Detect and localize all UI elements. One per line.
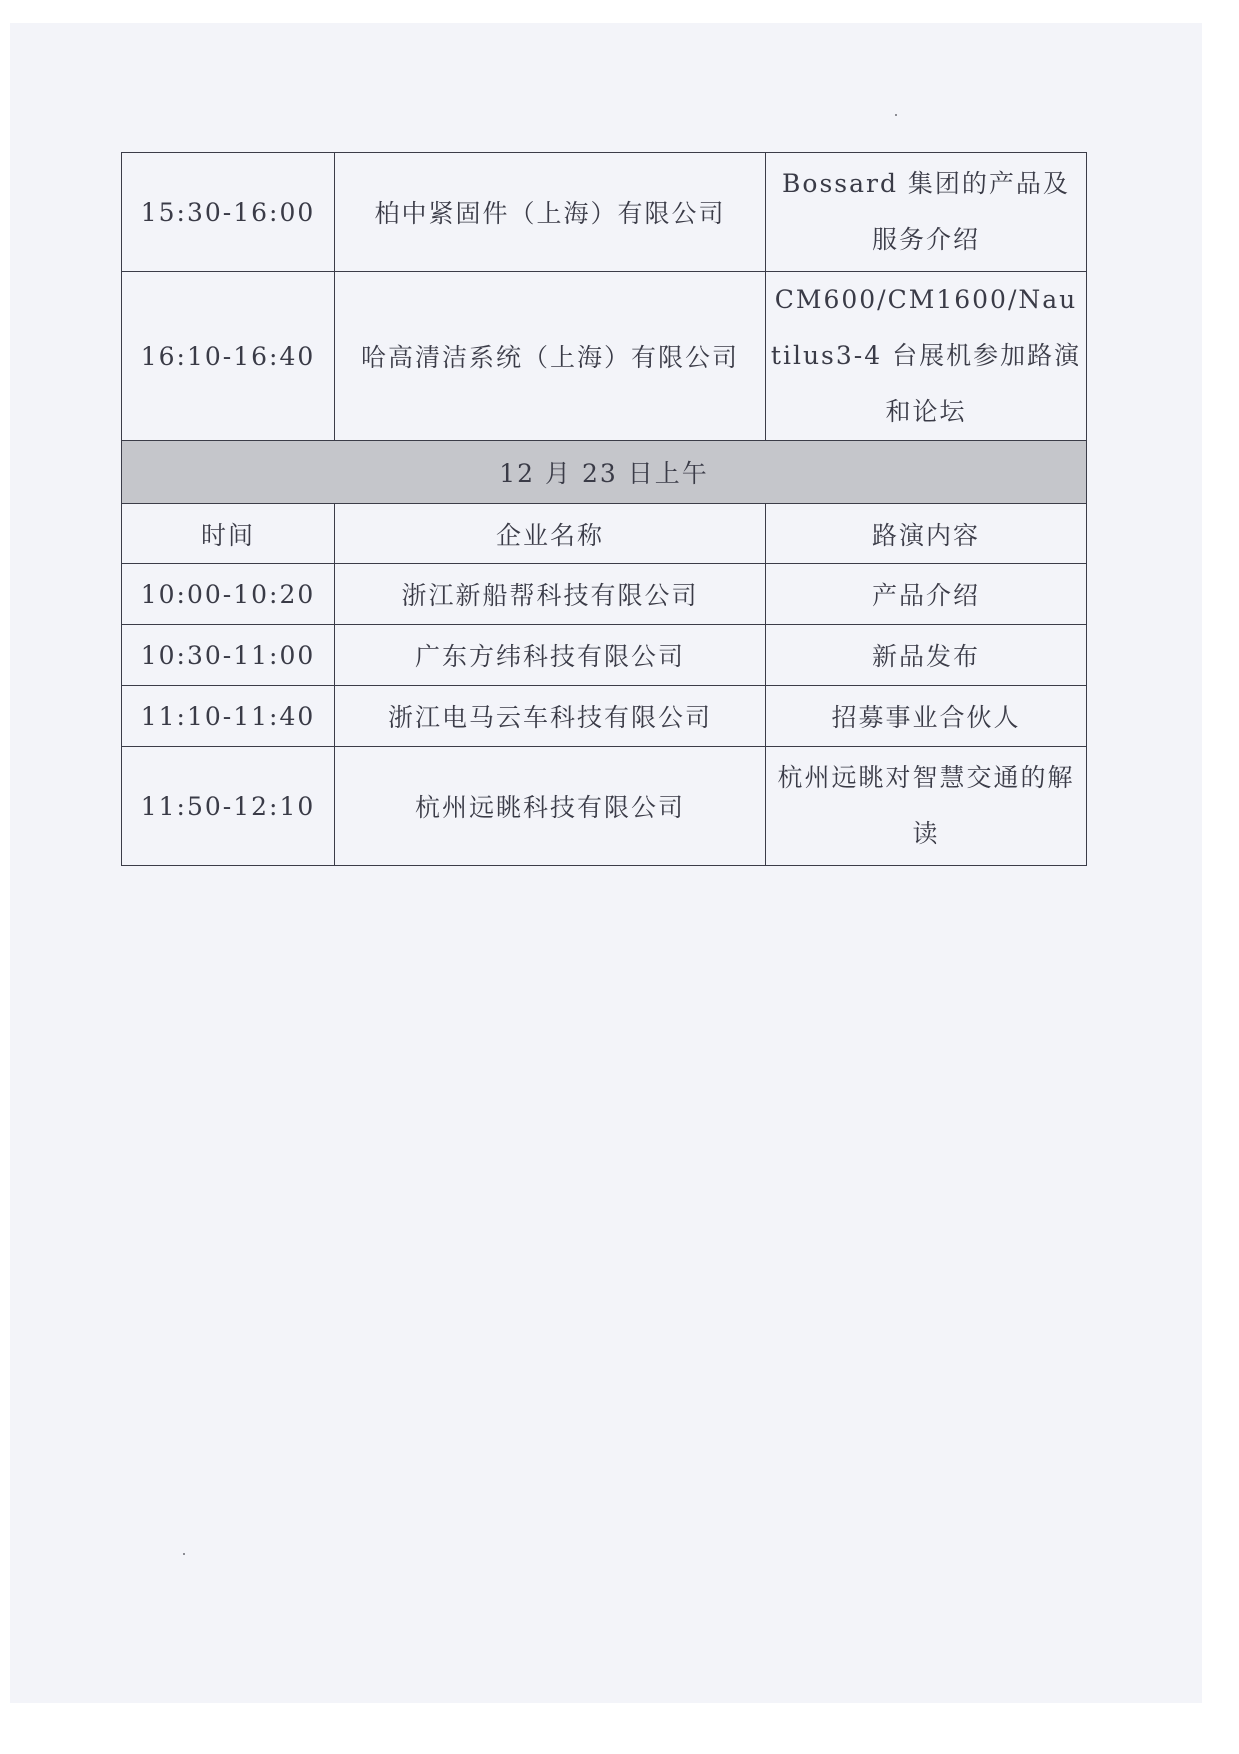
company-cell: 广东方纬科技有限公司 bbox=[335, 625, 766, 686]
company-cell: 杭州远眺科技有限公司 bbox=[335, 747, 766, 866]
time-cell: 11:50-12:10 bbox=[122, 747, 335, 866]
day-section-row bbox=[122, 441, 1087, 504]
company-cell: 浙江电马云车科技有限公司 bbox=[335, 686, 766, 747]
content-cell: 杭州远眺对智慧交通的解读 bbox=[766, 747, 1087, 866]
table-row bbox=[122, 564, 1087, 625]
time-cell: 15:30-16:00 bbox=[122, 153, 335, 272]
table-header-row bbox=[122, 504, 1087, 564]
scan-speck bbox=[183, 1553, 185, 1555]
table-row bbox=[122, 747, 1087, 866]
header-company: 企业名称 bbox=[335, 504, 766, 564]
time-cell: 11:10-11:40 bbox=[122, 686, 335, 747]
content-cell: 新品发布 bbox=[766, 625, 1087, 686]
roadshow-schedule-table bbox=[121, 152, 1087, 866]
content-cell: 招募事业合伙人 bbox=[766, 686, 1087, 747]
content-cell: 产品介绍 bbox=[766, 564, 1087, 625]
company-cell: 浙江新船帮科技有限公司 bbox=[335, 564, 766, 625]
table-row bbox=[122, 686, 1087, 747]
time-cell: 10:30-11:00 bbox=[122, 625, 335, 686]
table-row bbox=[122, 625, 1087, 686]
table-row bbox=[122, 153, 1087, 272]
header-time: 时间 bbox=[122, 504, 335, 564]
time-cell: 10:00-10:20 bbox=[122, 564, 335, 625]
content-cell: CM600/CM1600/Nautilus3-4 台展机参加路演和论坛 bbox=[766, 272, 1087, 441]
company-cell: 柏中紧固件（上海）有限公司 bbox=[335, 153, 766, 272]
table-row bbox=[122, 272, 1087, 441]
day-section-label: 12 月 23 日上午 bbox=[122, 441, 1087, 504]
header-content: 路演内容 bbox=[766, 504, 1087, 564]
time-cell: 16:10-16:40 bbox=[122, 272, 335, 441]
content-cell: Bossard 集团的产品及服务介绍 bbox=[766, 153, 1087, 272]
scan-speck bbox=[895, 114, 897, 116]
company-cell: 哈高清洁系统（上海）有限公司 bbox=[335, 272, 766, 441]
